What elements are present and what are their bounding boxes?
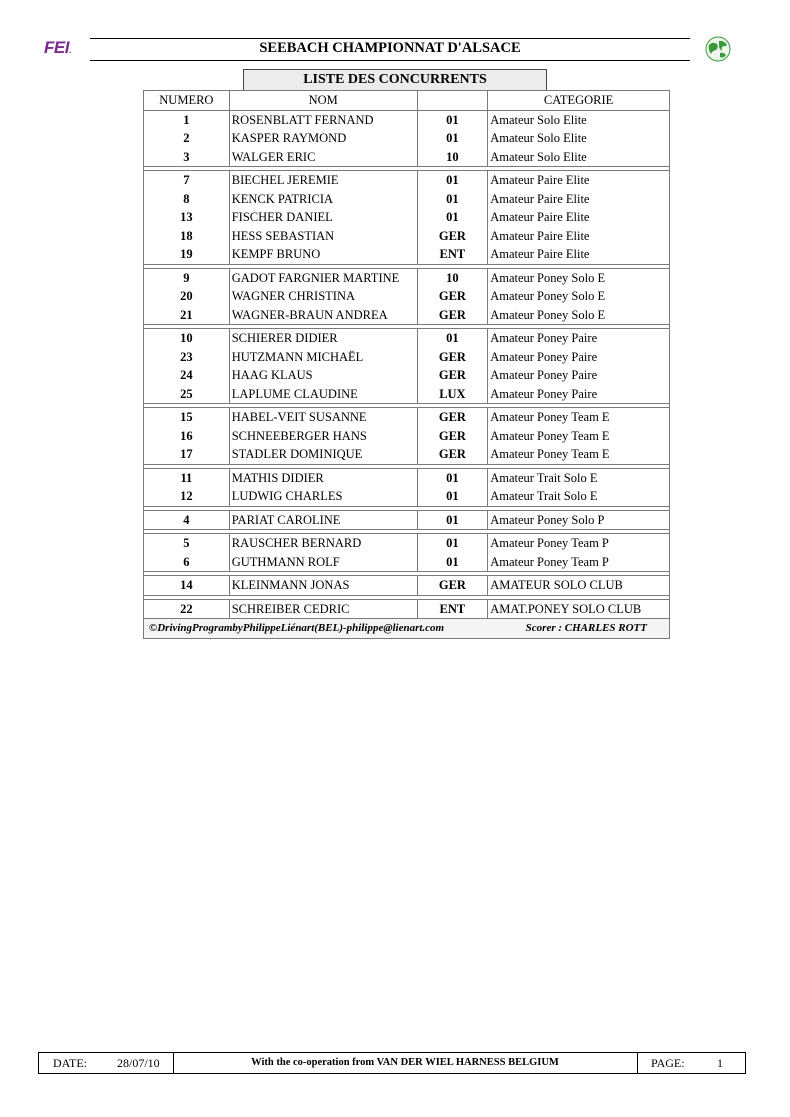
nation-code: GER: [417, 445, 488, 464]
table-row: [144, 148, 670, 167]
competitor-name: WAGNER CHRISTINA: [229, 287, 417, 306]
category: Amateur Poney Paire: [488, 385, 670, 404]
date-label: DATE:: [53, 1056, 87, 1070]
category: Amateur Poney Solo E: [488, 306, 670, 325]
nation-code: ENT: [417, 599, 488, 619]
table-row: [144, 129, 670, 148]
category: Amateur Poney Solo P: [488, 510, 670, 530]
competitor-name: KLEINMANN JONAS: [229, 576, 417, 596]
table-row: [144, 553, 670, 572]
entry-number: 14: [144, 576, 230, 596]
table-footer-row: [144, 619, 670, 639]
category: Amateur Poney Team E: [488, 408, 670, 427]
entry-number: 2: [144, 129, 230, 148]
category: Amateur Poney Team P: [488, 534, 670, 553]
table-row: [144, 245, 670, 264]
competitor-name: LAPLUME CLAUDINE: [229, 385, 417, 404]
competitor-name: GUTHMANN ROLF: [229, 553, 417, 572]
category: Amateur Paire Elite: [488, 208, 670, 227]
nation-code: 01: [417, 329, 488, 348]
table-row: [144, 208, 670, 227]
table-row: [144, 190, 670, 209]
category: AMATEUR SOLO CLUB: [488, 576, 670, 596]
competitor-name: GADOT FARGNIER MARTINE: [229, 268, 417, 287]
category: AMAT.PONEY SOLO CLUB: [488, 599, 670, 619]
entry-number: 23: [144, 348, 230, 367]
category: Amateur Poney Paire: [488, 348, 670, 367]
table-body: [144, 110, 670, 619]
competitors-table: [143, 90, 670, 639]
competitor-name: KEMPF BRUNO: [229, 245, 417, 264]
nation-code: 01: [417, 534, 488, 553]
nation-code: 01: [417, 510, 488, 530]
entry-number: 18: [144, 227, 230, 246]
entry-number: 10: [144, 329, 230, 348]
page-number: 1: [717, 1056, 723, 1070]
entry-number: 5: [144, 534, 230, 553]
table-row: [144, 445, 670, 464]
category: Amateur Poney Solo E: [488, 268, 670, 287]
competitor-name: KENCK PATRICIA: [229, 190, 417, 209]
category: Amateur Solo Elite: [488, 110, 670, 129]
table-row: [144, 227, 670, 246]
entry-number: 25: [144, 385, 230, 404]
nation-code: 01: [417, 129, 488, 148]
globe-logo-icon: [704, 35, 732, 63]
category: Amateur Poney Team E: [488, 427, 670, 446]
entry-number: 16: [144, 427, 230, 446]
column-header-nom: NOM: [229, 91, 417, 111]
cooperation-note: With the co-operation from VAN DER WIEL HARNESS BELGIUM: [251, 1057, 559, 1068]
entry-number: 15: [144, 408, 230, 427]
table-row: [144, 487, 670, 506]
table-row: [144, 468, 670, 487]
footer-divider: [637, 1053, 638, 1073]
entry-number: 21: [144, 306, 230, 325]
competitor-name: MATHIS DIDIER: [229, 468, 417, 487]
table-row: [144, 329, 670, 348]
table-row: [144, 268, 670, 287]
category: Amateur Solo Elite: [488, 129, 670, 148]
category: Amateur Poney Paire: [488, 329, 670, 348]
entry-number: 3: [144, 148, 230, 167]
program-credit: ©DrivingProgrambyPhilippeLiénart(BEL)-philippe@lienart.com: [149, 622, 445, 634]
table-row: [144, 366, 670, 385]
page-label: PAGE:: [651, 1056, 685, 1070]
entry-number: 13: [144, 208, 230, 227]
table-footer-cell: [144, 619, 670, 639]
table-row: [144, 385, 670, 404]
nation-code: 01: [417, 110, 488, 129]
list-title: LISTE DES CONCURRENTS: [243, 69, 547, 91]
competitor-name: WALGER ERIC: [229, 148, 417, 167]
entry-number: 6: [144, 553, 230, 572]
nation-code: 01: [417, 553, 488, 572]
nation-code: 01: [417, 171, 488, 190]
category: Amateur Poney Team P: [488, 553, 670, 572]
competitor-name: SCHNEEBERGER HANS: [229, 427, 417, 446]
category: Amateur Paire Elite: [488, 245, 670, 264]
table-header-row: [144, 91, 670, 111]
competitor-name: FISCHER DANIEL: [229, 208, 417, 227]
header-rule-top: [90, 38, 690, 39]
page-footer: [38, 1052, 746, 1074]
date-value: 28/07/10: [117, 1056, 160, 1070]
column-header-code: [417, 91, 488, 111]
column-header-numero: NUMERO: [144, 91, 230, 111]
entry-number: 11: [144, 468, 230, 487]
entry-number: 7: [144, 171, 230, 190]
nation-code: LUX: [417, 385, 488, 404]
table-row: [144, 110, 670, 129]
nation-code: 01: [417, 468, 488, 487]
entry-number: 1: [144, 110, 230, 129]
competitor-name: HESS SEBASTIAN: [229, 227, 417, 246]
competitor-name: SCHREIBER CEDRIC: [229, 599, 417, 619]
category: Amateur Poney Paire: [488, 366, 670, 385]
header-rule-bottom: [90, 60, 690, 61]
competitor-name: SCHIERER DIDIER: [229, 329, 417, 348]
category: Amateur Solo Elite: [488, 148, 670, 167]
page-title: SEEBACH CHAMPIONNAT D'ALSACE: [259, 40, 521, 56]
table-row: [144, 348, 670, 367]
competitor-name: WAGNER-BRAUN ANDREA: [229, 306, 417, 325]
nation-code: GER: [417, 427, 488, 446]
competitor-name: HUTZMANN MICHAËL: [229, 348, 417, 367]
nation-code: ENT: [417, 245, 488, 264]
nation-code: GER: [417, 576, 488, 596]
competitor-name: KASPER RAYMOND: [229, 129, 417, 148]
table-row: [144, 287, 670, 306]
competitor-name: STADLER DOMINIQUE: [229, 445, 417, 464]
nation-code: GER: [417, 348, 488, 367]
entry-number: 17: [144, 445, 230, 464]
table-row: [144, 510, 670, 530]
nation-code: GER: [417, 287, 488, 306]
column-header-categorie: CATEGORIE: [488, 91, 670, 111]
competitor-name: LUDWIG CHARLES: [229, 487, 417, 506]
entry-number: 4: [144, 510, 230, 530]
competitor-name: HAAG KLAUS: [229, 366, 417, 385]
entry-number: 19: [144, 245, 230, 264]
nation-code: GER: [417, 227, 488, 246]
table-row: [144, 599, 670, 619]
nation-code: GER: [417, 408, 488, 427]
competitor-name: RAUSCHER BERNARD: [229, 534, 417, 553]
competitor-name: ROSENBLATT FERNAND: [229, 110, 417, 129]
fei-logo: FEI.: [44, 38, 71, 57]
entry-number: 22: [144, 599, 230, 619]
competitor-name: BIECHEL JEREMIE: [229, 171, 417, 190]
entry-number: 20: [144, 287, 230, 306]
table-row: [144, 171, 670, 190]
table-row: [144, 427, 670, 446]
scorer-credit: Scorer : CHARLES ROTT: [525, 622, 647, 634]
entry-number: 9: [144, 268, 230, 287]
entry-number: 8: [144, 190, 230, 209]
category: Amateur Trait Solo E: [488, 487, 670, 506]
table-row: [144, 534, 670, 553]
category: Amateur Trait Solo E: [488, 468, 670, 487]
entry-number: 12: [144, 487, 230, 506]
entry-number: 24: [144, 366, 230, 385]
table-row: [144, 576, 670, 596]
category: Amateur Paire Elite: [488, 227, 670, 246]
table-row: [144, 306, 670, 325]
nation-code: 10: [417, 268, 488, 287]
category: Amateur Poney Team E: [488, 445, 670, 464]
table-row: [144, 408, 670, 427]
nation-code: 10: [417, 148, 488, 167]
nation-code: 01: [417, 208, 488, 227]
category: Amateur Poney Solo E: [488, 287, 670, 306]
competitor-name: PARIAT CAROLINE: [229, 510, 417, 530]
nation-code: GER: [417, 306, 488, 325]
category: Amateur Paire Elite: [488, 190, 670, 209]
competitor-name: HABEL-VEIT SUSANNE: [229, 408, 417, 427]
nation-code: 01: [417, 190, 488, 209]
nation-code: GER: [417, 366, 488, 385]
category: Amateur Paire Elite: [488, 171, 670, 190]
nation-code: 01: [417, 487, 488, 506]
